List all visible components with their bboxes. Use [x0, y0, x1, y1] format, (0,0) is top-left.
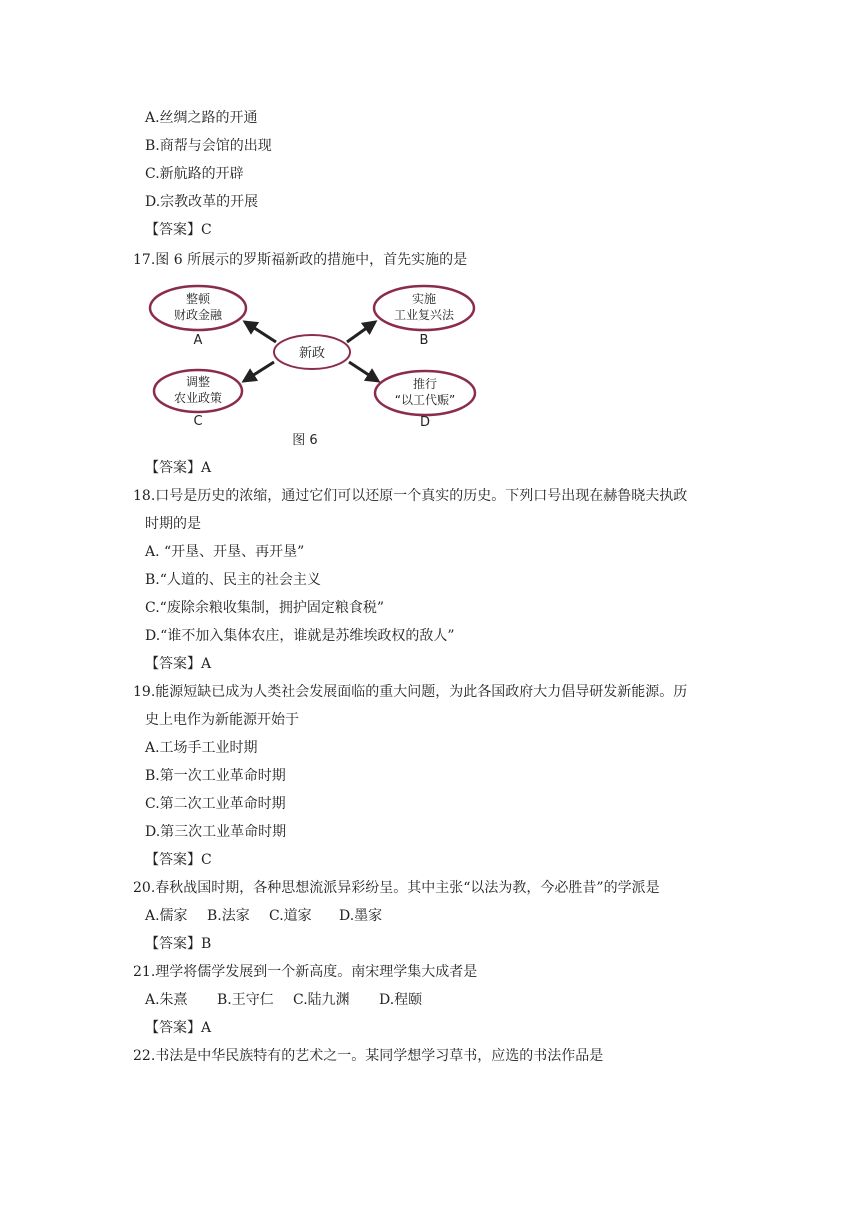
arrow-to-a — [245, 322, 276, 342]
q18-option-c: C.“废除余粮收集制，拥护固定粮食税” — [145, 600, 384, 616]
q16-option-b: B.商帮与会馆的出现 — [145, 138, 272, 154]
q20-option-d: D.墨家 — [339, 908, 383, 924]
q21-option-a: A.朱熹 — [145, 992, 188, 1008]
q18-question-line2: 时期的是 — [145, 516, 201, 532]
q17-question: 17.图 6 所展示的罗斯福新政的措施中，首先实施的是 — [133, 252, 468, 268]
q17-answer: 【答案】A — [145, 460, 212, 476]
node-c-letter: C — [193, 414, 203, 429]
q22-question: 22.书法是中华民族特有的艺术之一。某同学想学习草书，应选的书法作品是 — [133, 1048, 604, 1064]
figure-caption: 图 6 — [292, 433, 318, 448]
q21-options — [145, 990, 422, 1010]
q21-option-d: D.程颐 — [379, 992, 423, 1008]
q20-option-b: B.法家 — [207, 908, 250, 924]
q19-question-line2: 史上电作为新能源开始于 — [145, 712, 299, 728]
q19-question-line1: 19.能源短缺已成为人类社会发展面临的重大问题，为此各国政府大力倡导研发新能源。历 — [133, 684, 688, 700]
q18-question-line1: 18.口号是历史的浓缩，通过它们可以还原一个真实的历史。下列口号出现在赫鲁晓夫执政 — [133, 488, 688, 504]
q16-option-c: C.新航路的开辟 — [145, 166, 244, 182]
node-b-line1: 实施 — [411, 292, 437, 306]
node-a-line2: 财政金融 — [173, 308, 223, 322]
q20-question: 20.春秋战国时期，各种思想流派异彩纷呈。其中主张“以法为教，今必胜昔”的学派是 — [133, 880, 660, 896]
q18-answer: 【答案】A — [145, 656, 212, 672]
q20-option-a: A.儒家 — [145, 908, 188, 924]
q21-option-b: B.王守仁 — [217, 992, 274, 1008]
node-a-line1: 整顿 — [185, 292, 211, 306]
q16-option-a: A.丝绸之路的开通 — [145, 110, 258, 126]
node-c-line2: 农业政策 — [173, 391, 223, 405]
node-a-letter: A — [193, 333, 203, 348]
q18-option-d: D.“谁不加入集体农庄，谁就是苏维埃政权的敌人” — [145, 628, 455, 644]
q16-option-d: D.宗教改革的开展 — [145, 194, 259, 210]
arrow-to-c — [244, 362, 274, 381]
q20-option-c: C.道家 — [269, 908, 312, 924]
arrow-to-d — [349, 362, 378, 381]
node-c-line1: 调整 — [185, 375, 211, 389]
q19-option-a: A.工场手工业时期 — [145, 740, 258, 756]
node-b-line2: 工业复兴法 — [393, 308, 455, 322]
node-b-letter: B — [419, 333, 429, 348]
center-label: 新政 — [298, 346, 326, 361]
q16-answer: 【答案】C — [145, 222, 212, 238]
q19-option-d: D.第三次工业革命时期 — [145, 824, 287, 840]
q21-question: 21.理学将儒学发展到一个新高度。南宋理学集大成者是 — [133, 964, 478, 980]
figure-6-diagram — [140, 278, 490, 450]
node-d-letter: D — [419, 415, 431, 430]
node-d-line1: 推行 — [412, 377, 438, 391]
q19-answer: 【答案】C — [145, 852, 212, 868]
q20-options — [145, 906, 382, 926]
q21-option-c: C.陆九渊 — [293, 992, 350, 1008]
q18-option-a: A. “开垦、开垦、再开垦” — [145, 544, 305, 560]
q20-answer: 【答案】B — [145, 936, 212, 952]
q18-option-b: B.“人道的、民主的社会主义 — [145, 572, 321, 588]
q21-answer: 【答案】A — [145, 1020, 212, 1036]
q19-option-c: C.第二次工业革命时期 — [145, 796, 286, 812]
arrow-to-b — [347, 322, 375, 342]
q19-option-b: B.第一次工业革命时期 — [145, 768, 286, 784]
node-d-line2: “以工代赈” — [394, 393, 456, 407]
